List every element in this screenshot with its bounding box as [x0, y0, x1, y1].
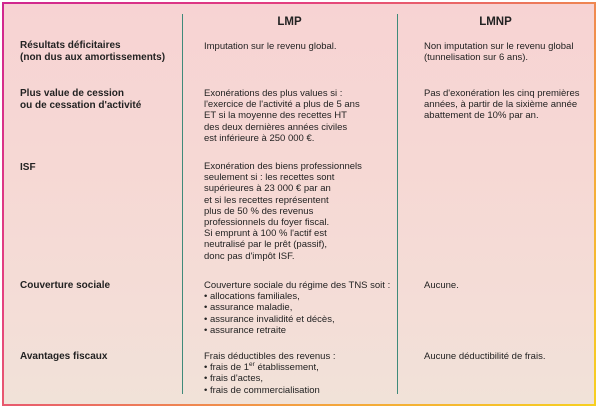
lmp-cell: Frais déductibles des revenus : • frais de 1er établissement, • frais d'actes, • frais de commercialisation: [204, 351, 336, 396]
header-lmnp: LMNP: [479, 16, 512, 28]
lmp-cell: Couverture sociale du régime des TNS soit : • allocations familiales, • assurance maladie, • assurance invalidité et décès, • assurance retraite: [204, 280, 391, 336]
lmp-cell: Exonération des biens professionnels seulement si : les recettes sont supérieures à 23 000 € par an et si les recettes représentent plus de 50 % des revenus professionnels du foyer fiscal. Si emprunt à 100 % l'actif est neutralisé par le prêt (passif), donc pas d'impôt ISF.: [204, 161, 362, 262]
row-label: Couverture sociale: [20, 280, 111, 291]
lmp-cell: Imputation sur le revenu global.: [204, 41, 337, 52]
lmp-cell: Exonérations des plus values si : l'exercice de l'activité a plus de 5 ans ET si la moyenne des recettes HT des deux dernières années civiles est inférieure à 250 000 €.: [204, 88, 360, 144]
column-divider-2: [397, 14, 398, 394]
table-frame: [2, 2, 596, 406]
row-label: Avantages fiscaux: [20, 351, 108, 362]
lmnp-cell: Pas d'exonération les cinq premières années, à partir de la sixième année abattement de 10% par an.: [424, 88, 580, 122]
lmnp-cell: Non imputation sur le revenu global (tunnelisation sur 6 ans).: [424, 41, 574, 64]
header-lmp: LMP: [277, 16, 302, 28]
comparison-table: [4, 4, 594, 404]
column-divider-1: [182, 14, 183, 394]
lmnp-cell: Aucune déductibilité de frais.: [424, 351, 546, 362]
row-label: Plus value de cession ou de cessation d'activité: [20, 88, 142, 111]
row-label: Résultats déficitaires (non dus aux amortissements): [20, 40, 166, 63]
row-label: ISF: [20, 162, 36, 173]
lmnp-cell: Aucune.: [424, 280, 459, 291]
